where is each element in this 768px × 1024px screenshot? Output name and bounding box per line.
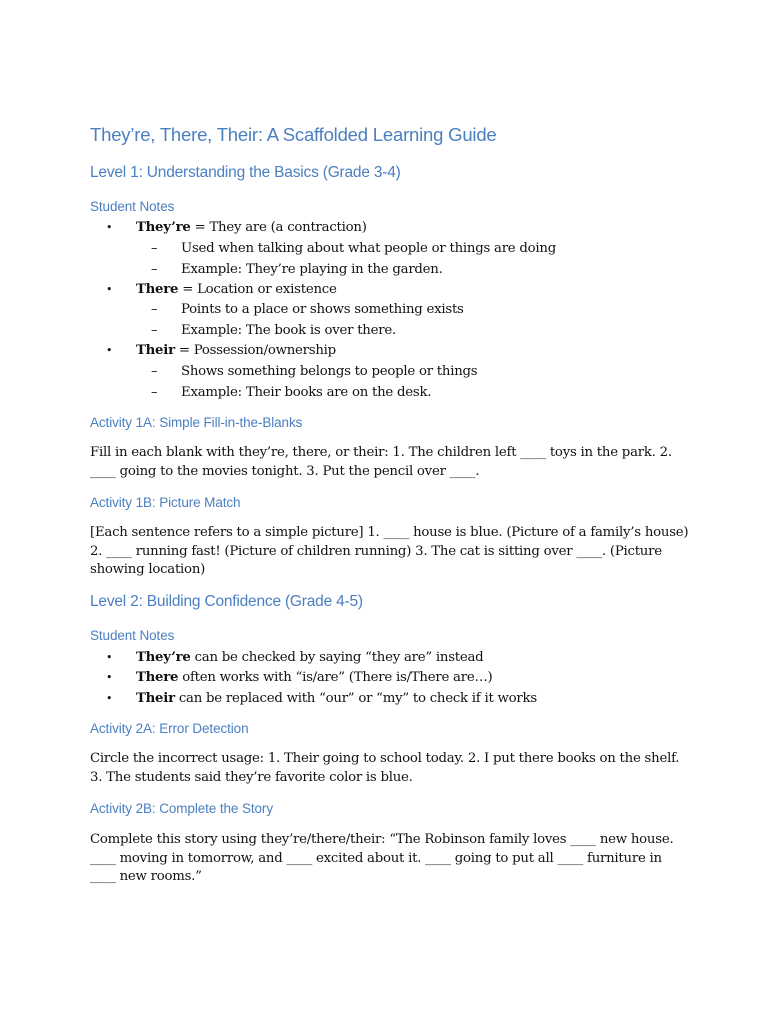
document-title: They’re, There, Their: A Scaffolded Learning Guide	[90, 124, 497, 145]
term: Their	[136, 343, 175, 358]
list-item	[136, 342, 336, 360]
list-item	[136, 669, 492, 687]
bullet-icon: •	[106, 671, 113, 684]
activity-1a-heading: Activity 1A: Simple Fill-in-the-Blanks	[90, 415, 303, 430]
level1-notes-heading: Student Notes	[90, 199, 175, 214]
activity-2a-heading: Activity 2A: Error Detection	[90, 721, 249, 736]
definition: = Possession/ownership	[174, 343, 336, 358]
sub-item: Example: The book is over there.	[181, 323, 396, 338]
bullet-icon: •	[106, 283, 113, 296]
activity-2b-text: Complete this story using they’re/there/their: “The Robinson family loves ____ new house. ____ moving in tomorrow, and ____ excited about it. ____ going to put all ____ furniture in ____ new rooms.”	[90, 832, 674, 884]
definition: = Location or existence	[178, 282, 337, 297]
activity-2a-text: Circle the incorrect usage: 1. Their going to school today. 2. I put there books on the shelf. 3. The students said they’re favorite color is blue.	[90, 751, 680, 785]
sub-item: Example: They’re playing in the garden.	[181, 262, 443, 277]
level2-notes-heading: Student Notes	[90, 628, 175, 643]
bullet-icon: •	[106, 651, 113, 664]
rule: can be replaced with “our” or “my” to check if it works	[174, 691, 537, 706]
bullet-icon: •	[106, 221, 113, 234]
sub-item: Example: Their books are on the desk.	[181, 385, 432, 400]
activity-1a-text: Fill in each blank with they’re, there, or their: 1. The children left ____ toys in the park. 2. ____ going to the movies tonight. 3. Put the pencil over ____.	[90, 445, 672, 479]
sub-item: Points to a place or shows something exists	[181, 302, 464, 317]
dash-icon: –	[151, 241, 158, 256]
level2-heading: Level 2: Building Confidence (Grade 4-5)	[90, 593, 363, 610]
list-item	[136, 649, 483, 667]
dash-icon: –	[151, 385, 158, 400]
rule: often works with “is/are” (There is/There are…)	[178, 670, 493, 685]
activity-2b-heading: Activity 2B: Complete the Story	[90, 801, 273, 816]
dash-icon: –	[151, 364, 158, 379]
dash-icon: –	[151, 262, 158, 277]
level1-heading: Level 1: Understanding the Basics (Grade 3-4)	[90, 164, 401, 181]
term: They’re	[136, 650, 191, 665]
activity-1b-text: [Each sentence refers to a simple picture] 1. ____ house is blue. (Picture of a family’s house) 2. ____ running fast! (Picture of children running) 3. The cat is sitting over ____. (Picture showing location)	[90, 525, 689, 577]
dash-icon: –	[151, 323, 158, 338]
sub-item: Used when talking about what people or things are doing	[181, 241, 556, 256]
sub-item: Shows something belongs to people or things	[181, 364, 478, 379]
term: There	[136, 282, 179, 297]
definition: = They are (a contraction)	[190, 220, 367, 235]
bullet-icon: •	[106, 692, 113, 705]
dash-icon: –	[151, 302, 158, 317]
activity-1b-heading: Activity 1B: Picture Match	[90, 495, 241, 510]
list-item	[136, 219, 367, 237]
bullet-icon: •	[106, 344, 113, 357]
term: They’re	[136, 220, 191, 235]
term: There	[136, 670, 179, 685]
list-item	[136, 690, 537, 708]
rule: can be checked by saying “they are” instead	[190, 650, 484, 665]
term: Their	[136, 691, 175, 706]
list-item	[136, 281, 337, 299]
